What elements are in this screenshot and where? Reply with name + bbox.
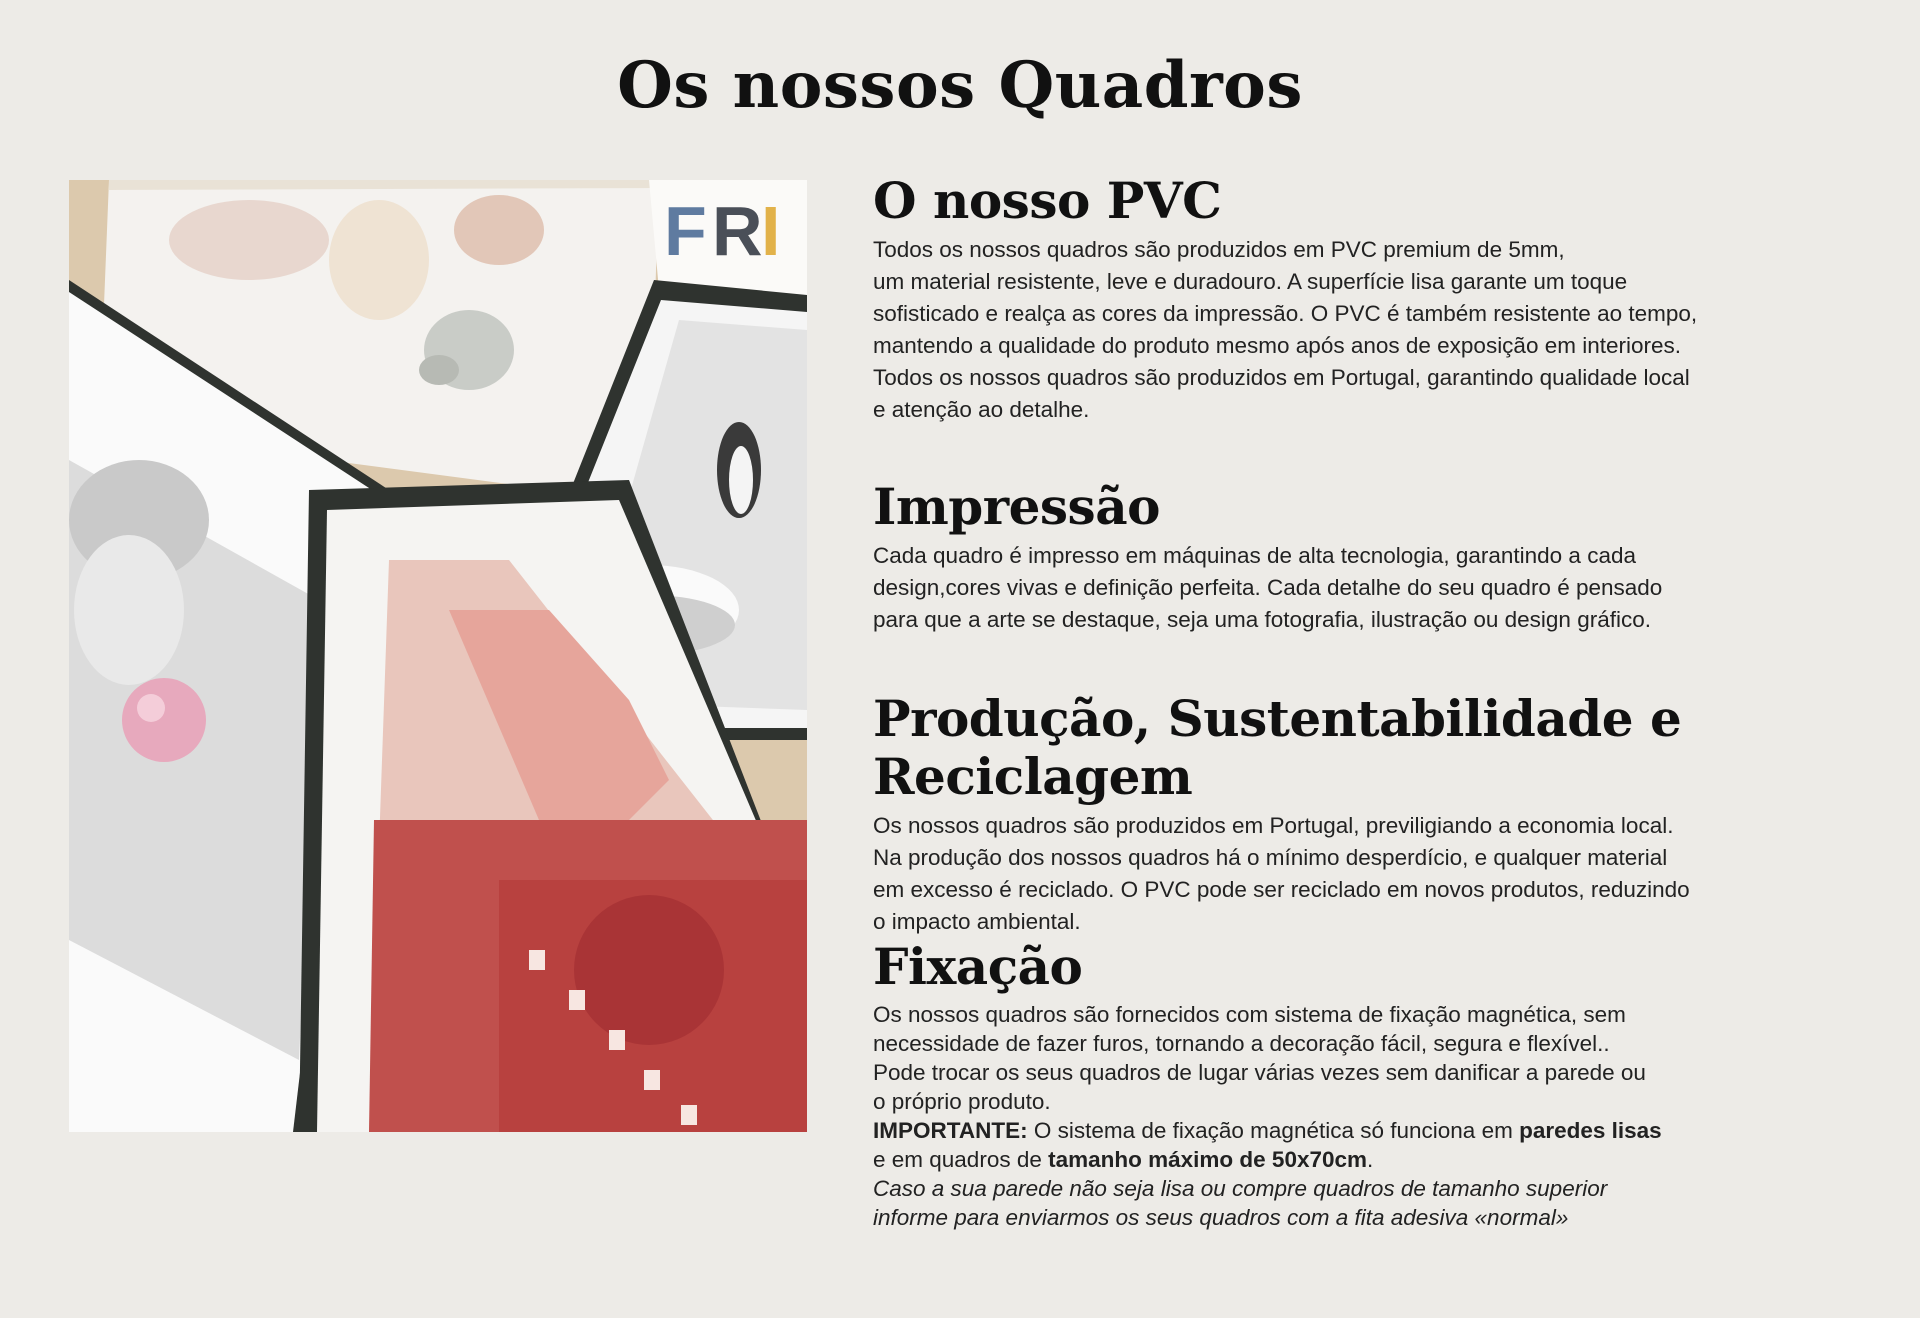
framed-prints-photo (69, 180, 807, 1132)
section-body-pvc: Todos os nossos quadros são produzidos em PVC premium de 5mm, um material resistente, leve e duradouro. A superfície lisa garante um toque sofisticado e realça as cores da impressão. O PVC é também resistente ao tempo, mantendo a qualidade do produto mesmo após anos de exposição em interiores. Todos os nossos quadros são produzidos em Portugal, garantindo qualidade local e atenção ao detalhe. (873, 237, 1698, 422)
italic-note: Caso a sua parede não seja lisa ou compre quadros de tamanho superior informe para enviarmos os seus quadros com a fita adesiva «normal» (873, 1176, 1608, 1230)
important-text-2: e em quadros de (873, 1147, 1049, 1172)
section-title-impressao: Impressão (873, 477, 1160, 536)
svg-text:I: I (761, 192, 781, 270)
section-body-producao: Os nossos quadros são produzidos em Portugal, previligiando a economia local. Na produção dos nossos quadros há o mínimo desperdício, e qualquer material em excesso é reciclado. O PVC pode ser reciclado em novos produtos, reduzindo o impacto ambiental. (873, 813, 1690, 934)
section-title-fixacao: Fixação (873, 937, 1083, 996)
important-text-1: O sistema de fixação magnética só funciona em (1027, 1118, 1520, 1143)
important-note (873, 1116, 1662, 1174)
section-pvc (873, 172, 1697, 426)
important-bold-2: tamanho máximo de 50x70cm (1048, 1147, 1368, 1172)
svg-text:F: F (664, 192, 707, 270)
section-title-pvc: O nosso PVC (873, 171, 1222, 230)
section-impressao (873, 478, 1662, 636)
page-title: Os nossos Quadros (617, 48, 1303, 123)
section-title-producao: Produção, Sustentabilidade e Reciclagem (873, 689, 1682, 806)
important-bold-1: paredes lisas (1519, 1118, 1662, 1143)
important-label: IMPORTANTE: (873, 1118, 1028, 1143)
section-producao (873, 690, 1863, 938)
svg-text:R: R (712, 192, 763, 270)
section-body-fixacao: Os nossos quadros são fornecidos com sistema de fixação magnética, sem necessidade de fazer furos, tornando a decoração fácil, segura e flexível.. Pode trocar os seus quadros de lugar várias vezes sem danificar a parede ou o próprio produto. (873, 1002, 1646, 1114)
important-text-3: . (1367, 1147, 1374, 1172)
section-body-impressao: Cada quadro é impresso em máquinas de alta tecnologia, garantindo a cada design,cores vivas e definição perfeita. Cada detalhe do seu quadro é pensado para que a arte se destaque, seja uma fotografia, ilustração ou design gráfico. (873, 543, 1663, 632)
section-fixacao (873, 938, 1662, 1232)
